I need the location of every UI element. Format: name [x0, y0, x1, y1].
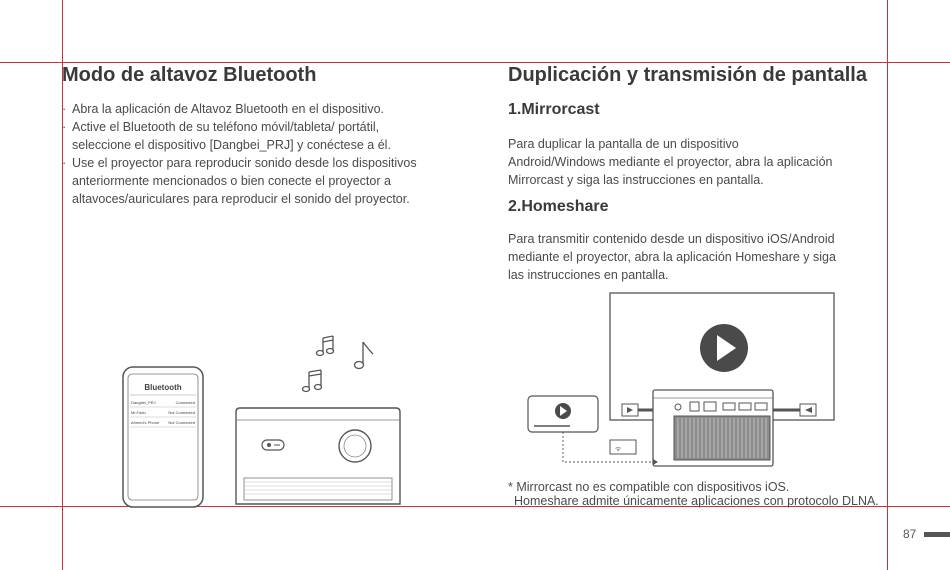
- bullet-2: · Active el Bluetooth de su teléfono móvil/tableta/ portátil, seleccione el dispositivo [Dangbei_PRJ] y conéctese a él.: [62, 118, 482, 154]
- compatibility-note-1: * Mirrorcast no es compatible con dispositivos iOS.: [508, 480, 790, 494]
- bullet-3: · Use el proyector para reproducir sonido desde los dispositivos anteriormente mencionados o bien conecte el proyector a altavoces/auriculares para reproducir el sonido del proyector.: [62, 154, 482, 208]
- homeshare-text: Para transmitir contenido desde un dispositivo iOS/Android mediante el proyector, abra la aplicación Homeshare y siga las instrucciones en pantalla.: [508, 232, 836, 282]
- bullet-1: · Abra la aplicación de Altavoz Bluetooth en el dispositivo.: [62, 100, 482, 118]
- phone-row-name-1: Dangbei_PRJ: [131, 400, 156, 405]
- page-marker-bar: [924, 532, 950, 537]
- projector-front-illustration: [232, 406, 404, 508]
- compatibility-note-2: Homeshare admite únicamente aplicaciones con protocolo DLNA.: [514, 494, 879, 508]
- screen-mirroring-illustration: [520, 290, 840, 470]
- homeshare-heading: 2.Homeshare: [508, 198, 609, 215]
- music-notes-icon: [296, 334, 386, 400]
- right-section-title: Duplicación y transmisión de pantalla: [508, 64, 867, 86]
- page-number: 87: [903, 527, 917, 541]
- phone-row-name-3: Ahmed’s Phone: [131, 420, 160, 425]
- svg-text:ᯤ: ᯤ: [615, 445, 622, 453]
- phone-row-status-3: Not Connected: [168, 420, 195, 425]
- mirrorcast-heading: 1.Mirrorcast: [508, 101, 600, 118]
- phone-row-name-2: Mr.Fadu: [131, 410, 146, 415]
- phone-row-status-1: Connected: [175, 400, 195, 405]
- mirrorcast-text: Para duplicar la pantalla de un dispositivo Android/Windows mediante el proyector, abra la aplicación Mirrorcast y siga las instrucciones en pantalla.: [508, 137, 833, 187]
- guide-line-top: [0, 62, 950, 63]
- phone-row-status-2: Not Connected: [168, 410, 195, 415]
- phone-title: Bluetooth: [144, 383, 182, 392]
- left-section-title: Modo de altavoz Bluetooth: [62, 64, 317, 86]
- guide-line-right: [887, 0, 888, 570]
- bluetooth-instructions: [62, 100, 482, 208]
- phone-illustration: [120, 366, 206, 508]
